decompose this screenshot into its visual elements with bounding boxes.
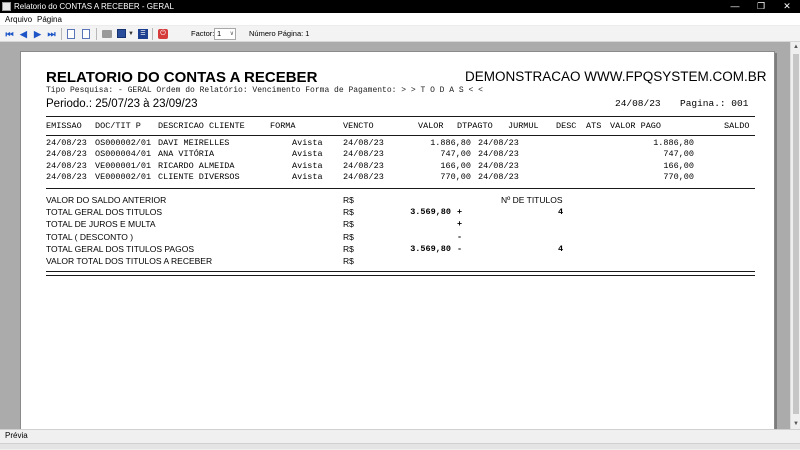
cell-cliente: CLIENTE DIVERSOS [158, 171, 240, 182]
total-label: TOTAL DE JUROS E MULTA [46, 219, 156, 230]
report-period: Periodo.: 25/07/23 à 23/09/23 [46, 98, 198, 110]
cell-valor: 1.886,80 [430, 138, 471, 148]
total-row [46, 218, 755, 230]
cell-valor: 166,00 [440, 160, 471, 171]
cell-vencto: 24/08/23 [343, 160, 384, 171]
total-value: 3.569,80 [410, 207, 451, 218]
cell-emissao: 24/08/23 [46, 171, 87, 182]
total-currency: R$ [343, 195, 354, 205]
totals-rule [46, 188, 755, 189]
col-saldo: SALDO [724, 121, 750, 131]
title-bar [0, 0, 800, 13]
total-row [46, 206, 755, 218]
col-doc: DOC/TIT P [95, 121, 141, 131]
total-label: VALOR TOTAL DOS TITULOS A RECEBER [46, 255, 213, 266]
total-row [46, 194, 755, 206]
print-icon[interactable] [102, 30, 112, 38]
total-sign: + [457, 207, 463, 218]
total-sign: + [457, 219, 463, 230]
cell-valor-pago: 166,00 [663, 160, 694, 171]
col-valor-pago: VALOR PAGO [610, 121, 662, 131]
menu-pagina[interactable]: Página [37, 15, 62, 24]
maximize-button[interactable]: ❐ [756, 1, 766, 11]
page-number-label: Número Página: 1 [249, 29, 310, 38]
cell-doc: OS000004/01 [95, 149, 152, 160]
total-label: TOTAL GERAL DOS TITULOS PAGOS [46, 243, 194, 254]
cell-dtpagto: 24/08/23 [478, 149, 519, 160]
stop-icon[interactable]: ⏻ [158, 29, 168, 39]
cell-valor: 747,00 [440, 149, 471, 160]
total-row [46, 243, 755, 255]
report-info: Tipo Pesquisa: - GERAL Ordem do Relatório: Vencimento Forma de Pagamento: > > T O D A S < < [46, 86, 483, 95]
minimize-button[interactable]: — [730, 1, 740, 11]
header-rule-top [46, 116, 755, 117]
col-vencto: VENCTO [343, 121, 374, 131]
header-rule-bottom [46, 135, 755, 136]
factor-label: Factor: [191, 29, 215, 38]
cell-doc: VE000002/01 [95, 171, 152, 182]
next-page-icon[interactable]: ▶ [34, 29, 41, 39]
table-row [46, 172, 755, 183]
cell-vencto: 24/08/23 [343, 171, 384, 182]
last-page-icon[interactable]: ⏭ [47, 29, 56, 39]
cell-doc: VE000001/01 [95, 160, 152, 171]
titles-count-label: Nº DE TITULOS [501, 195, 563, 205]
total-currency: R$ [343, 231, 354, 242]
table-row [46, 138, 755, 149]
toolbar-separator [61, 28, 62, 40]
company-name: DEMONSTRACAO WWW.FPQSYSTEM.COM.BR [465, 69, 767, 84]
cell-emissao: 24/08/23 [46, 160, 87, 171]
status-bar [0, 429, 800, 450]
cell-doc: OS000002/01 [95, 138, 152, 148]
first-page-icon[interactable]: ⏮ [5, 29, 14, 39]
col-emissao: EMISSAO [46, 121, 82, 131]
menu-bar [0, 13, 800, 26]
toolbar-separator [96, 28, 97, 40]
col-desc: DESC [556, 121, 577, 131]
report-page [20, 51, 775, 429]
total-currency: R$ [343, 243, 354, 254]
toolbar-separator [152, 28, 153, 40]
cell-forma: Avista [292, 138, 323, 148]
view-icon[interactable]: ☰ [138, 29, 148, 39]
total-currency: R$ [343, 207, 354, 218]
total-label: TOTAL ( DESCONTO ) [46, 231, 134, 242]
footer-rule-1 [46, 271, 755, 272]
scroll-down-icon[interactable]: ▼ [793, 421, 799, 427]
save-dropdown-icon[interactable]: ▼ [128, 31, 134, 37]
report-title: RELATORIO DO CONTAS A RECEBER [46, 69, 318, 86]
total-value: 3.569,80 [410, 243, 451, 254]
save-icon[interactable] [117, 29, 126, 38]
cell-cliente: RICARDO ALMEIDA [158, 160, 235, 171]
scroll-up-icon[interactable]: ▲ [793, 44, 799, 50]
total-label: TOTAL GERAL DOS TITULOS [46, 207, 163, 218]
total-sign: - [457, 243, 463, 254]
total-count: 4 [558, 243, 564, 254]
totals-section [46, 194, 755, 267]
report-rows [46, 138, 755, 183]
cell-valor: 770,00 [440, 171, 471, 182]
menu-arquivo[interactable]: Arquivo [5, 15, 33, 24]
total-row [46, 255, 755, 267]
factor-select[interactable] [214, 28, 236, 40]
total-currency: R$ [343, 219, 354, 230]
status-text: Prévia [5, 431, 28, 440]
window-title: Relatorio do CONTAS A RECEBER - GERAL [14, 2, 174, 11]
issue-date: 24/08/23 [615, 98, 661, 109]
col-jurmul: JURMUL [508, 121, 539, 131]
col-descricao: DESCRICAO CLIENTE [158, 121, 245, 131]
previous-page-icon[interactable]: ◀ [20, 29, 27, 39]
total-sign: - [457, 231, 463, 242]
cell-emissao: 24/08/23 [46, 138, 87, 148]
cell-cliente: DAVI MEIRELLES [158, 138, 230, 148]
total-label: VALOR DO SALDO ANTERIOR [46, 195, 167, 205]
col-valor: VALOR [418, 121, 444, 131]
vertical-scrollbar[interactable] [790, 42, 800, 429]
cell-cliente: ANA VITÓRIA [158, 149, 215, 160]
total-currency: R$ [343, 255, 354, 266]
cell-forma: Avista [292, 149, 323, 160]
table-row [46, 149, 755, 160]
toolbar [0, 26, 800, 42]
factor-value: 1 [217, 29, 222, 38]
cell-dtpagto: 24/08/23 [478, 138, 519, 148]
cell-valor-pago: 770,00 [663, 171, 694, 182]
horizontal-scrollbar[interactable] [0, 443, 800, 449]
two-pages-icon[interactable] [82, 29, 90, 39]
scrollbar-thumb[interactable] [793, 54, 799, 414]
cell-valor-pago: 1.886,80 [653, 138, 694, 148]
cell-forma: Avista [292, 171, 323, 182]
col-ats: ATS [586, 121, 602, 131]
col-forma: FORMA [270, 121, 296, 131]
cell-vencto: 24/08/23 [343, 138, 384, 148]
cell-dtpagto: 24/08/23 [478, 171, 519, 182]
close-button[interactable]: ✕ [783, 1, 791, 11]
cell-forma: Avista [292, 160, 323, 171]
single-page-icon[interactable] [67, 29, 75, 39]
total-count: 4 [558, 207, 564, 218]
page-label: Pagina.: 001 [680, 98, 749, 109]
cell-vencto: 24/08/23 [343, 149, 384, 160]
footer-rule-2 [46, 275, 755, 276]
col-dtpagto: DTPAGTO [457, 121, 493, 131]
cell-valor-pago: 747,00 [663, 149, 694, 160]
preview-area[interactable] [0, 42, 790, 429]
cell-emissao: 24/08/23 [46, 149, 87, 160]
chevron-down-icon: ∨ [229, 31, 234, 37]
table-row [46, 161, 755, 172]
app-icon [2, 2, 11, 11]
cell-dtpagto: 24/08/23 [478, 160, 519, 171]
total-row [46, 231, 755, 243]
